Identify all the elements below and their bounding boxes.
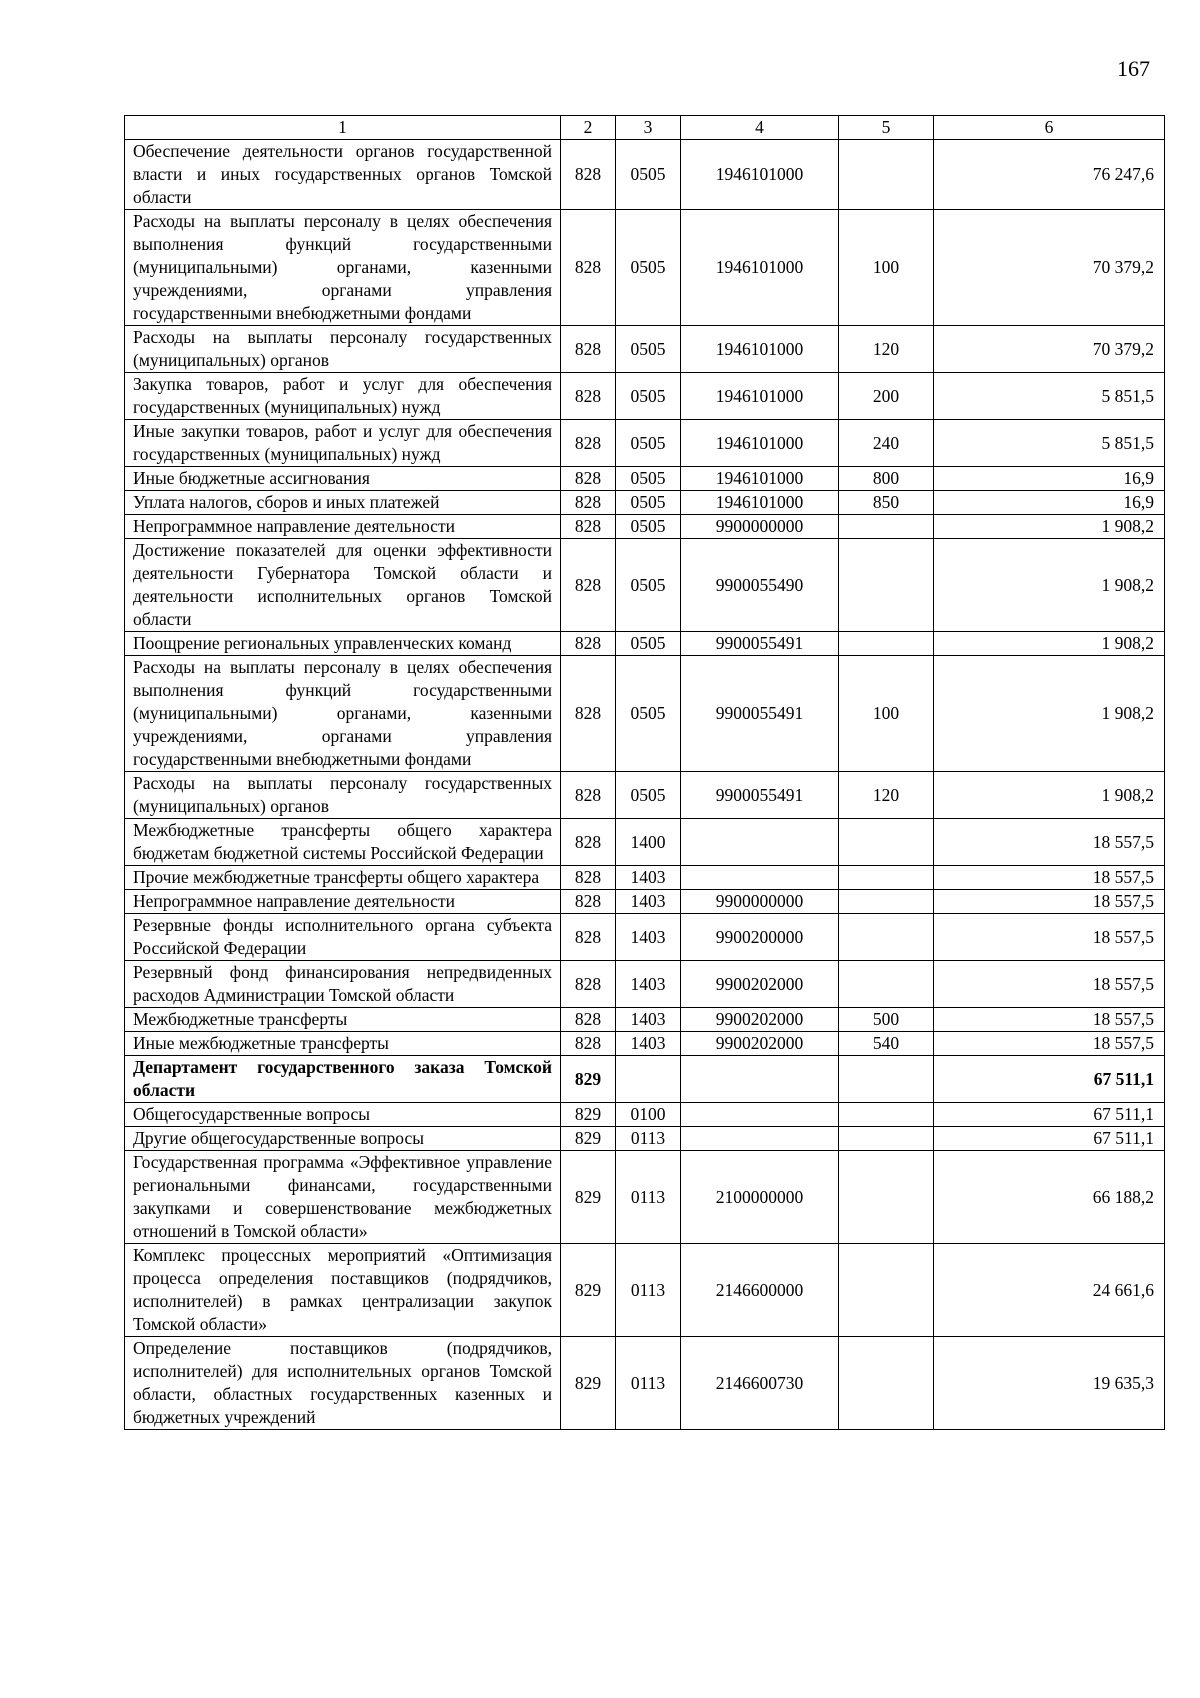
table-row [125, 772, 1165, 819]
cell-section: 0505 [616, 539, 681, 632]
cell-section: 1403 [616, 1008, 681, 1032]
cell-ved: 829 [561, 1056, 616, 1103]
cell-expense-type [839, 1103, 934, 1127]
cell-target-article: 1946101000 [681, 420, 839, 467]
cell-amount: 67 511,1 [934, 1127, 1165, 1151]
table-body [125, 140, 1165, 1430]
cell-amount: 66 188,2 [934, 1151, 1165, 1244]
cell-expense-type: 120 [839, 772, 934, 819]
header-col-4: 4 [681, 116, 839, 140]
cell-name: Закупка товаров, работ и услуг для обеспечения государственных (муниципальных) нужд [125, 373, 561, 420]
table-row [125, 656, 1165, 772]
cell-target-article: 1946101000 [681, 373, 839, 420]
table-row [125, 1056, 1165, 1103]
cell-amount: 18 557,5 [934, 1008, 1165, 1032]
cell-name: Иные бюджетные ассигнования [125, 467, 561, 491]
cell-section: 0113 [616, 1337, 681, 1430]
cell-expense-type: 800 [839, 467, 934, 491]
cell-target-article: 9900055491 [681, 772, 839, 819]
cell-name: Непрограммное направление деятельности [125, 890, 561, 914]
cell-expense-type [839, 1151, 934, 1244]
cell-name: Достижение показателей для оценки эффективности деятельности Губернатора Томской области и деятельности исполнительных органов Томской области [125, 539, 561, 632]
cell-ved: 828 [561, 772, 616, 819]
cell-ved: 829 [561, 1244, 616, 1337]
cell-amount: 16,9 [934, 467, 1165, 491]
cell-amount: 70 379,2 [934, 210, 1165, 326]
cell-section: 1403 [616, 914, 681, 961]
cell-name: Расходы на выплаты персоналу в целях обеспечения выполнения функций государственными (муниципальными) органами, казенными учреждениями, органами управления государственными внебюджетными фондами [125, 656, 561, 772]
cell-ved: 829 [561, 1337, 616, 1430]
table-row [125, 326, 1165, 373]
cell-section [616, 1056, 681, 1103]
cell-name: Департамент государственного заказа Томской области [125, 1056, 561, 1103]
cell-name: Резервный фонд финансирования непредвиденных расходов Администрации Томской области [125, 961, 561, 1008]
cell-target-article: 1946101000 [681, 491, 839, 515]
cell-expense-type: 100 [839, 210, 934, 326]
cell-section: 0505 [616, 491, 681, 515]
cell-name: Непрограммное направление деятельности [125, 515, 561, 539]
cell-target-article: 9900202000 [681, 961, 839, 1008]
cell-ved: 828 [561, 656, 616, 772]
cell-amount: 1 908,2 [934, 515, 1165, 539]
page-number: 167 [1117, 56, 1150, 81]
cell-name: Расходы на выплаты персоналу государственных (муниципальных) органов [125, 772, 561, 819]
cell-target-article: 1946101000 [681, 210, 839, 326]
cell-target-article: 9900000000 [681, 515, 839, 539]
cell-ved: 828 [561, 914, 616, 961]
cell-expense-type [839, 1244, 934, 1337]
cell-name: Расходы на выплаты персоналу в целях обеспечения выполнения функций государственными (муниципальными) органами, казенными учреждениями, органами управления государственными внебюджетными фондами [125, 210, 561, 326]
table-row [125, 1151, 1165, 1244]
cell-amount: 18 557,5 [934, 819, 1165, 866]
header-col-3: 3 [616, 116, 681, 140]
table-row [125, 890, 1165, 914]
cell-target-article [681, 866, 839, 890]
cell-expense-type: 120 [839, 326, 934, 373]
table-row [125, 1337, 1165, 1430]
cell-ved: 828 [561, 961, 616, 1008]
cell-expense-type [839, 539, 934, 632]
cell-expense-type [839, 632, 934, 656]
cell-target-article: 9900055490 [681, 539, 839, 632]
cell-ved: 828 [561, 632, 616, 656]
cell-ved: 828 [561, 373, 616, 420]
table-row [125, 420, 1165, 467]
cell-target-article: 9900202000 [681, 1008, 839, 1032]
cell-section: 0113 [616, 1244, 681, 1337]
cell-expense-type: 100 [839, 656, 934, 772]
cell-amount: 1 908,2 [934, 656, 1165, 772]
cell-target-article: 1946101000 [681, 467, 839, 491]
cell-expense-type [839, 1337, 934, 1430]
cell-amount: 18 557,5 [934, 866, 1165, 890]
table-row [125, 1103, 1165, 1127]
cell-target-article: 9900055491 [681, 656, 839, 772]
cell-expense-type [839, 140, 934, 210]
cell-expense-type [839, 819, 934, 866]
cell-name: Уплата налогов, сборов и иных платежей [125, 491, 561, 515]
cell-ved: 828 [561, 539, 616, 632]
cell-expense-type [839, 515, 934, 539]
cell-target-article: 2100000000 [681, 1151, 839, 1244]
cell-expense-type: 200 [839, 373, 934, 420]
cell-section: 0100 [616, 1103, 681, 1127]
table-row [125, 491, 1165, 515]
table-row [125, 467, 1165, 491]
cell-target-article: 9900055491 [681, 632, 839, 656]
table-row [125, 539, 1165, 632]
cell-amount: 1 908,2 [934, 772, 1165, 819]
table-row [125, 632, 1165, 656]
cell-expense-type [839, 1056, 934, 1103]
header-row [125, 116, 1165, 140]
cell-ved: 828 [561, 491, 616, 515]
cell-section: 0505 [616, 326, 681, 373]
cell-amount: 67 511,1 [934, 1103, 1165, 1127]
cell-expense-type [839, 914, 934, 961]
table-row [125, 1127, 1165, 1151]
table-row [125, 961, 1165, 1008]
cell-name: Прочие межбюджетные трансферты общего характера [125, 866, 561, 890]
cell-ved: 828 [561, 140, 616, 210]
cell-expense-type: 500 [839, 1008, 934, 1032]
cell-name: Поощрение региональных управленческих команд [125, 632, 561, 656]
cell-section: 1400 [616, 819, 681, 866]
cell-name: Определение поставщиков (подрядчиков, исполнителей) для исполнительных органов Томской области, областных государственных казенных и бюджетных учреждений [125, 1337, 561, 1430]
cell-target-article [681, 1127, 839, 1151]
cell-ved: 828 [561, 326, 616, 373]
cell-name: Обеспечение деятельности органов государственной власти и иных государственных органов Томской области [125, 140, 561, 210]
cell-expense-type [839, 961, 934, 1008]
cell-target-article: 1946101000 [681, 140, 839, 210]
cell-ved: 828 [561, 420, 616, 467]
cell-section: 0113 [616, 1127, 681, 1151]
cell-target-article [681, 1103, 839, 1127]
cell-section: 0505 [616, 210, 681, 326]
cell-amount: 1 908,2 [934, 539, 1165, 632]
cell-section: 1403 [616, 1032, 681, 1056]
cell-ved: 829 [561, 1151, 616, 1244]
cell-name: Межбюджетные трансферты [125, 1008, 561, 1032]
table-row [125, 1032, 1165, 1056]
cell-section: 0505 [616, 373, 681, 420]
table-row [125, 1244, 1165, 1337]
cell-amount: 5 851,5 [934, 373, 1165, 420]
cell-name: Резервные фонды исполнительного органа субъекта Российской Федерации [125, 914, 561, 961]
cell-ved: 828 [561, 890, 616, 914]
cell-name: Иные межбюджетные трансферты [125, 1032, 561, 1056]
cell-target-article: 2146600730 [681, 1337, 839, 1430]
cell-amount: 18 557,5 [934, 1032, 1165, 1056]
table-row [125, 1008, 1165, 1032]
cell-ved: 828 [561, 866, 616, 890]
cell-target-article: 9900202000 [681, 1032, 839, 1056]
cell-ved: 829 [561, 1127, 616, 1151]
header-col-6: 6 [934, 116, 1165, 140]
cell-amount: 18 557,5 [934, 914, 1165, 961]
cell-ved: 828 [561, 210, 616, 326]
header-col-5: 5 [839, 116, 934, 140]
cell-ved: 828 [561, 467, 616, 491]
cell-amount: 18 557,5 [934, 961, 1165, 1008]
cell-name: Общегосударственные вопросы [125, 1103, 561, 1127]
cell-section: 1403 [616, 890, 681, 914]
cell-amount: 67 511,1 [934, 1056, 1165, 1103]
table-row [125, 373, 1165, 420]
cell-target-article [681, 1056, 839, 1103]
cell-expense-type [839, 866, 934, 890]
cell-section: 0505 [616, 656, 681, 772]
cell-expense-type: 240 [839, 420, 934, 467]
cell-ved: 828 [561, 515, 616, 539]
table-row [125, 515, 1165, 539]
table-row [125, 866, 1165, 890]
table-row [125, 914, 1165, 961]
header-col-1: 1 [125, 116, 561, 140]
cell-target-article: 9900000000 [681, 890, 839, 914]
cell-expense-type: 540 [839, 1032, 934, 1056]
cell-amount: 19 635,3 [934, 1337, 1165, 1430]
cell-section: 0505 [616, 140, 681, 210]
cell-name: Государственная программа «Эффективное управление региональными финансами, государственными закупками и совершенствование межбюджетных отношений в Томской области» [125, 1151, 561, 1244]
cell-ved: 828 [561, 819, 616, 866]
cell-amount: 76 247,6 [934, 140, 1165, 210]
cell-name: Иные закупки товаров, работ и услуг для обеспечения государственных (муниципальных) нужд [125, 420, 561, 467]
cell-section: 0505 [616, 420, 681, 467]
cell-expense-type [839, 1127, 934, 1151]
cell-section: 0113 [616, 1151, 681, 1244]
cell-name: Межбюджетные трансферты общего характера бюджетам бюджетной системы Российской Федерации [125, 819, 561, 866]
header-col-2: 2 [561, 116, 616, 140]
cell-section: 0505 [616, 632, 681, 656]
cell-amount: 5 851,5 [934, 420, 1165, 467]
cell-amount: 1 908,2 [934, 632, 1165, 656]
cell-name: Комплекс процессных мероприятий «Оптимизация процесса определения поставщиков (подрядчиков, исполнителей) в рамках централизации закупок Томской области» [125, 1244, 561, 1337]
cell-target-article [681, 819, 839, 866]
table-row [125, 819, 1165, 866]
cell-target-article: 1946101000 [681, 326, 839, 373]
cell-amount: 24 661,6 [934, 1244, 1165, 1337]
cell-ved: 828 [561, 1008, 616, 1032]
cell-name: Другие общегосударственные вопросы [125, 1127, 561, 1151]
cell-ved: 829 [561, 1103, 616, 1127]
cell-section: 1403 [616, 961, 681, 1008]
cell-section: 0505 [616, 772, 681, 819]
table-row [125, 140, 1165, 210]
cell-section: 0505 [616, 515, 681, 539]
cell-amount: 16,9 [934, 491, 1165, 515]
cell-amount: 70 379,2 [934, 326, 1165, 373]
cell-amount: 18 557,5 [934, 890, 1165, 914]
cell-expense-type [839, 890, 934, 914]
cell-target-article: 9900200000 [681, 914, 839, 961]
table-row [125, 210, 1165, 326]
budget-table [124, 115, 1165, 1430]
cell-expense-type: 850 [839, 491, 934, 515]
cell-ved: 828 [561, 1032, 616, 1056]
cell-section: 0505 [616, 467, 681, 491]
cell-target-article: 2146600000 [681, 1244, 839, 1337]
cell-section: 1403 [616, 866, 681, 890]
cell-name: Расходы на выплаты персоналу государственных (муниципальных) органов [125, 326, 561, 373]
